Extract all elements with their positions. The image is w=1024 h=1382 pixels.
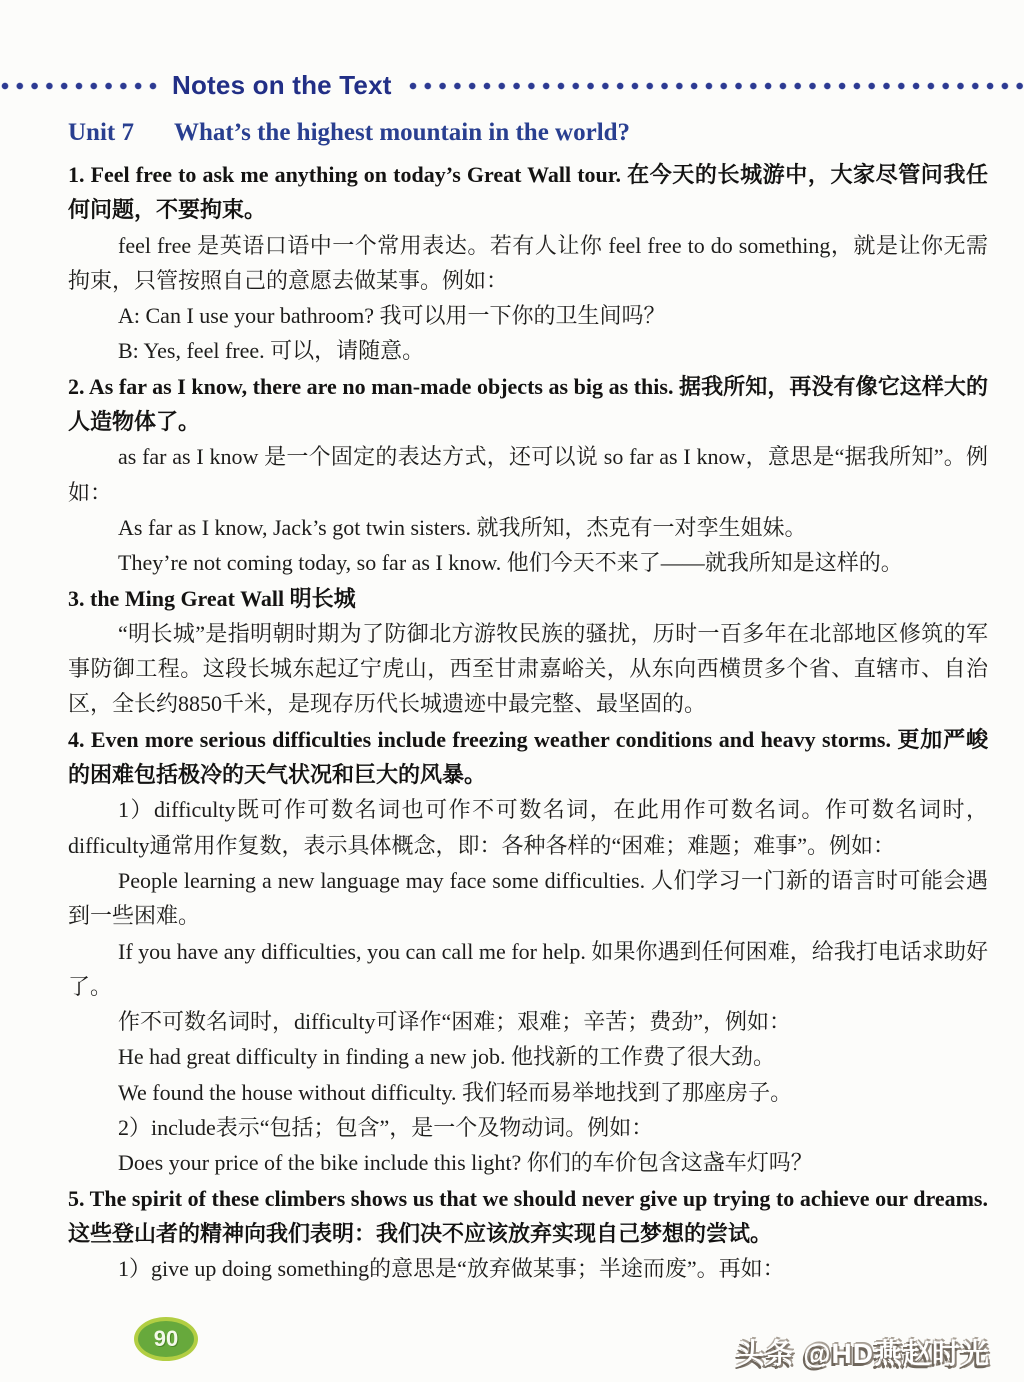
note-paragraph: People learning a new language may face some difficulties. 人们学习一门新的语言时可能会遇到一些困难。: [68, 867, 988, 929]
unit-title-row: [68, 117, 988, 149]
dotted-rule-right: [408, 81, 1024, 91]
dotted-rule-left: [0, 81, 160, 91]
page-content: [0, 101, 1024, 1287]
note-paragraph: 3. the Ming Great Wall 明长城: [68, 585, 356, 611]
note-paragraph: feel free 是英语口语中一个常用表达。若有人让你 feel free to do something，就是让你无需拘束，只管按照自己的意愿去做某事。例如：: [68, 232, 988, 293]
note-paragraph: B: Yes, feel free. 可以，请随意。: [118, 338, 425, 364]
notes-list: [68, 157, 988, 1287]
note-paragraph: They’re not coming today, so far as I know. 他们今天不来了——就我所知是这样的。: [118, 550, 903, 576]
note-paragraph: 1）give up doing something的意思是“放弃做某事；半途而废”。再如：: [118, 1256, 785, 1282]
note-paragraph: “明长城”是指明朝时期为了防御北方游牧民族的骚扰，历时一百多年在北部地区修筑的军事防御工程。这段长城东起辽宁虎山，西至甘肃嘉峪关，从东向西横贯多个省、直辖市、自治区，全长约8850千米，是现存历代长城遗迹中最完整、最坚固的。: [68, 620, 988, 717]
note-paragraph: 2）include表示“包括；包含”，是一个及物动词。例如：: [118, 1115, 654, 1141]
watermark: 头条 @HD燕赵时光: [736, 1338, 990, 1369]
note-paragraph: 1. Feel free to ask me anything on today’s Great Wall tour. 在今天的长城游中，大家尽管问我任何问题，不要拘束。: [68, 162, 988, 223]
note-paragraph: He had great difficulty in finding a new job. 他找新的工作费了很大劲。: [118, 1044, 776, 1070]
page-number-badge: [134, 1317, 198, 1361]
section-header: [0, 0, 1024, 101]
note-paragraph: Does your price of the bike include this light? 你们的车价包含这盏车灯吗？: [118, 1150, 813, 1176]
note-paragraph: We found the house without difficulty. 我们轻而易举地找到了那座房子。: [118, 1079, 793, 1105]
note-paragraph: A: Can I use your bathroom? 我可以用一下你的卫生间吗？: [118, 303, 666, 329]
note-paragraph: 4. Even more serious difficulties include freezing weather conditions and heavy storms. 更加严峻的困难包括极冷的天气状况和巨大的风暴。: [68, 726, 988, 788]
unit-question: What’s the highest mountain in the world?: [173, 119, 631, 146]
note-paragraph: 5. The spirit of these climbers shows us that we should never give up trying to achieve our dreams. 这些登山者的精神向我们表明：我们决不应该放弃实现自己梦想的尝试。: [68, 1185, 988, 1246]
unit-label: Unit 7: [68, 119, 134, 146]
note-paragraph: If you have any difficulties, you can call me for help. 如果你遇到任何困难，给我打电话求助好了。: [68, 938, 988, 999]
note-paragraph: 1）difficulty既可作可数名词也可作不可数名词，在此用作可数名词。作可数名词时，difficulty通常用作复数，表示具体概念，即：各种各样的“困难；难题；难事”。例如：: [68, 797, 988, 858]
note-paragraph: 2. As far as I know, there are no man-made objects as big as this. 据我所知，再没有像它这样大的人造物体了。: [68, 373, 988, 435]
page-number: 90: [153, 1326, 179, 1351]
note-paragraph: 作不可数名词时，difficulty可译作“困难；艰难；辛苦；费劲”，例如：: [118, 1009, 792, 1035]
note-paragraph: as far as I know 是一个固定的表达方式，还可以说 so far as I know，意思是“据我所知”。例如：: [68, 444, 988, 505]
section-title: Notes on the Text: [172, 70, 392, 100]
note-paragraph: As far as I know, Jack’s got twin sisters. 就我所知，杰克有一对孪生姐妹。: [118, 514, 807, 540]
